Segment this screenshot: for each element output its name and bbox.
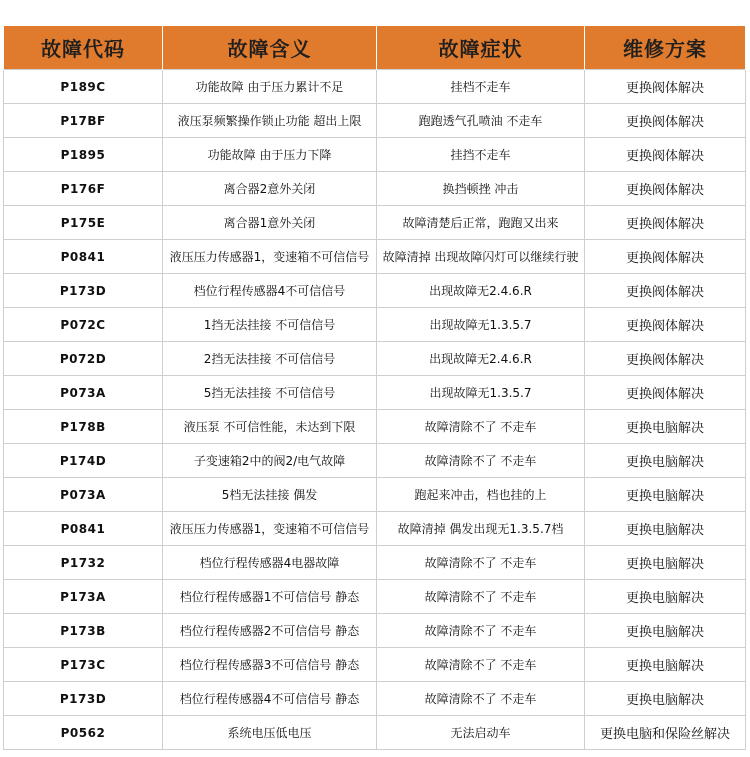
cell-fault-symptom: 出现故障无2.4.6.R xyxy=(377,342,585,376)
cell-repair-plan: 更换电脑解决 xyxy=(585,580,746,614)
cell-fault-code: P173A xyxy=(4,580,163,614)
cell-fault-symptom: 故障清除不了 不走车 xyxy=(377,580,585,614)
cell-fault-symptom: 出现故障无1.3.5.7 xyxy=(377,376,585,410)
table-row xyxy=(4,240,746,274)
cell-fault-meaning: 液压压力传感器1，变速箱不可信信号 xyxy=(163,512,377,546)
cell-fault-code: P189C xyxy=(4,70,163,104)
cell-fault-symptom: 跑起来冲击，档也挂的上 xyxy=(377,478,585,512)
cell-fault-code: P176F xyxy=(4,172,163,206)
cell-fault-symptom: 故障清掉 偶发出现无1.3.5.7档 xyxy=(377,512,585,546)
cell-fault-meaning: 档位行程传感器1不可信信号 静态 xyxy=(163,580,377,614)
cell-repair-plan: 更换阀体解决 xyxy=(585,172,746,206)
cell-fault-symptom: 故障清除不了 不走车 xyxy=(377,648,585,682)
table-row xyxy=(4,308,746,342)
table-row xyxy=(4,172,746,206)
cell-repair-plan: 更换电脑解决 xyxy=(585,444,746,478)
cell-fault-meaning: 离合器2意外关闭 xyxy=(163,172,377,206)
cell-fault-meaning: 档位行程传感器4不可信信号 xyxy=(163,274,377,308)
cell-fault-meaning: 功能故障 由于压力下降 xyxy=(163,138,377,172)
table-body xyxy=(4,70,746,750)
cell-fault-code: P0562 xyxy=(4,716,163,750)
cell-fault-code: P173B xyxy=(4,614,163,648)
cell-fault-code: P173D xyxy=(4,274,163,308)
table-row xyxy=(4,580,746,614)
cell-fault-symptom: 无法启动车 xyxy=(377,716,585,750)
cell-repair-plan: 更换电脑解决 xyxy=(585,546,746,580)
cell-repair-plan: 更换电脑解决 xyxy=(585,648,746,682)
cell-fault-code: P073A xyxy=(4,376,163,410)
cell-fault-code: P0841 xyxy=(4,240,163,274)
cell-repair-plan: 更换电脑解决 xyxy=(585,512,746,546)
cell-fault-code: P175E xyxy=(4,206,163,240)
cell-fault-meaning: 离合器1意外关闭 xyxy=(163,206,377,240)
table-row xyxy=(4,682,746,716)
table-row xyxy=(4,648,746,682)
header-row xyxy=(4,26,746,70)
cell-fault-symptom: 出现故障无2.4.6.R xyxy=(377,274,585,308)
cell-fault-meaning: 2挡无法挂接 不可信信号 xyxy=(163,342,377,376)
header-fault-symptom: 故障症状 xyxy=(377,26,585,70)
cell-repair-plan: 更换阀体解决 xyxy=(585,138,746,172)
table-row xyxy=(4,478,746,512)
cell-repair-plan: 更换电脑解决 xyxy=(585,410,746,444)
cell-fault-meaning: 功能故障 由于压力累计不足 xyxy=(163,70,377,104)
cell-repair-plan: 更换阀体解决 xyxy=(585,240,746,274)
cell-fault-symptom: 故障清楚后正常，跑跑又出来 xyxy=(377,206,585,240)
cell-fault-meaning: 档位行程传感器4电器故障 xyxy=(163,546,377,580)
cell-fault-code: P17BF xyxy=(4,104,163,138)
cell-fault-symptom: 挂档不走车 xyxy=(377,70,585,104)
cell-fault-code: P178B xyxy=(4,410,163,444)
table-row xyxy=(4,376,746,410)
cell-fault-symptom: 跑跑透气孔喷油 不走车 xyxy=(377,104,585,138)
cell-fault-symptom: 换挡顿挫 冲击 xyxy=(377,172,585,206)
cell-repair-plan: 更换阀体解决 xyxy=(585,308,746,342)
cell-fault-meaning: 5档无法挂接 偶发 xyxy=(163,478,377,512)
cell-fault-code: P173C xyxy=(4,648,163,682)
cell-fault-symptom: 故障清掉 出现故障闪灯可以继续行驶 xyxy=(377,240,585,274)
cell-fault-symptom: 故障清除不了 不走车 xyxy=(377,682,585,716)
cell-fault-meaning: 液压压力传感器1，变速箱不可信信号 xyxy=(163,240,377,274)
cell-fault-code: P174D xyxy=(4,444,163,478)
table-row xyxy=(4,70,746,104)
cell-fault-code: P1895 xyxy=(4,138,163,172)
table-row xyxy=(4,716,746,750)
table-row xyxy=(4,512,746,546)
table-row xyxy=(4,546,746,580)
header-repair-plan: 维修方案 xyxy=(585,26,746,70)
table-row xyxy=(4,104,746,138)
cell-fault-symptom: 挂挡不走车 xyxy=(377,138,585,172)
cell-fault-code: P0841 xyxy=(4,512,163,546)
cell-repair-plan: 更换电脑解决 xyxy=(585,478,746,512)
cell-fault-meaning: 子变速箱2中的阀2/电气故障 xyxy=(163,444,377,478)
fault-code-table xyxy=(3,26,746,750)
table-row xyxy=(4,342,746,376)
cell-fault-meaning: 档位行程传感器2不可信信号 静态 xyxy=(163,614,377,648)
cell-repair-plan: 更换阀体解决 xyxy=(585,104,746,138)
cell-repair-plan: 更换阀体解决 xyxy=(585,376,746,410)
header-fault-meaning: 故障含义 xyxy=(163,26,377,70)
table-row xyxy=(4,614,746,648)
cell-fault-meaning: 液压泵频繁操作锁止功能 超出上限 xyxy=(163,104,377,138)
table-row xyxy=(4,410,746,444)
cell-fault-symptom: 故障清除不了 不走车 xyxy=(377,546,585,580)
cell-repair-plan: 更换电脑解决 xyxy=(585,614,746,648)
cell-fault-symptom: 故障清除不了 不走车 xyxy=(377,410,585,444)
table-header xyxy=(4,26,746,70)
cell-repair-plan: 更换阀体解决 xyxy=(585,274,746,308)
cell-repair-plan: 更换电脑和保险丝解决 xyxy=(585,716,746,750)
cell-fault-meaning: 5挡无法挂接 不可信信号 xyxy=(163,376,377,410)
cell-fault-meaning: 档位行程传感器4不可信信号 静态 xyxy=(163,682,377,716)
cell-fault-meaning: 1挡无法挂接 不可信信号 xyxy=(163,308,377,342)
cell-fault-code: P072D xyxy=(4,342,163,376)
table-row xyxy=(4,206,746,240)
cell-repair-plan: 更换阀体解决 xyxy=(585,206,746,240)
cell-fault-symptom: 故障清除不了 不走车 xyxy=(377,614,585,648)
table-row xyxy=(4,138,746,172)
cell-fault-code: P073A xyxy=(4,478,163,512)
cell-fault-meaning: 系统电压低电压 xyxy=(163,716,377,750)
table-row xyxy=(4,444,746,478)
cell-fault-code: P1732 xyxy=(4,546,163,580)
cell-fault-meaning: 档位行程传感器3不可信信号 静态 xyxy=(163,648,377,682)
cell-repair-plan: 更换阀体解决 xyxy=(585,70,746,104)
cell-repair-plan: 更换阀体解决 xyxy=(585,342,746,376)
cell-fault-symptom: 故障清除不了 不走车 xyxy=(377,444,585,478)
table-row xyxy=(4,274,746,308)
cell-fault-symptom: 出现故障无1.3.5.7 xyxy=(377,308,585,342)
cell-fault-meaning: 液压泵 不可信性能，未达到下限 xyxy=(163,410,377,444)
cell-fault-code: P173D xyxy=(4,682,163,716)
cell-repair-plan: 更换电脑解决 xyxy=(585,682,746,716)
header-fault-code: 故障代码 xyxy=(4,26,163,70)
cell-fault-code: P072C xyxy=(4,308,163,342)
